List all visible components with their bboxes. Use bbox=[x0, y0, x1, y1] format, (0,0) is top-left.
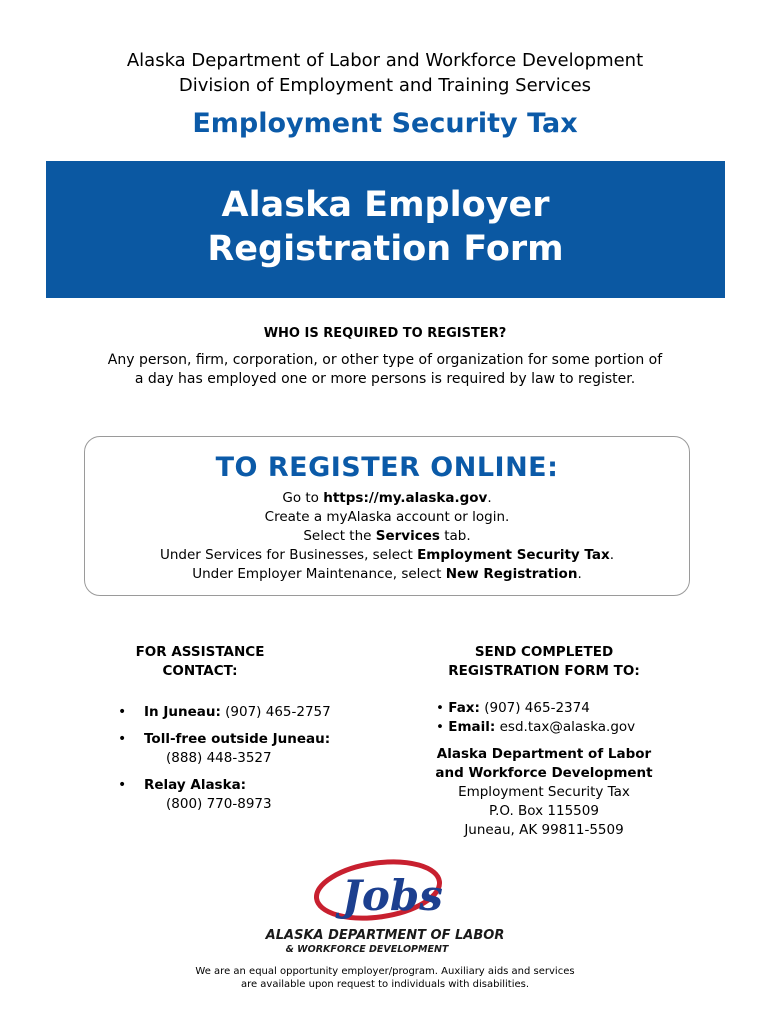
step-select-services: Select the Services tab. bbox=[303, 528, 471, 544]
contact-juneau: • In Juneau: (907) 465-2757 bbox=[100, 703, 360, 722]
register-online-steps bbox=[85, 489, 689, 584]
logo-wordmark: Jobs bbox=[342, 871, 443, 920]
assistance-contact bbox=[100, 643, 360, 822]
fax-line: • Fax: (907) 465-2374 bbox=[436, 700, 590, 716]
footer-line-2: are available upon request to individuals with disabilities. bbox=[240, 979, 530, 990]
mailing-address: Alaska Department of Labor and Workforce Development Employment Security Tax P.O. Box 115509 Juneau, AK 99811-5509 bbox=[435, 746, 653, 838]
title-banner bbox=[46, 161, 725, 298]
portal-url-link[interactable]: https://my.alaska.gov bbox=[323, 490, 488, 506]
assistance-list bbox=[100, 703, 360, 814]
who-required-text: Any person, firm, corporation, or other type of organization for some portion of a day has employed one or more persons is required by law to register. bbox=[107, 352, 663, 387]
agency-line-2: Division of Employment and Training Services bbox=[178, 75, 592, 96]
logo-text-line-1: ALASKA DEPARTMENT OF LABOR bbox=[265, 928, 505, 943]
register-online-box bbox=[84, 436, 690, 596]
step-create-account: Create a myAlaska account or login. bbox=[264, 509, 510, 525]
contact-relay: • Relay Alaska: (800) 770-8973 bbox=[100, 776, 360, 814]
agency-line-1: Alaska Department of Labor and Workforce Development bbox=[126, 50, 644, 71]
banner-title-line-1: Alaska Employer bbox=[221, 185, 550, 225]
send-methods bbox=[436, 699, 670, 737]
banner-title-line-2: Registration Form bbox=[207, 229, 564, 269]
step-go-to: Go to https://my.alaska.gov. bbox=[282, 490, 492, 506]
assistance-heading: FOR ASSISTANCE CONTACT: bbox=[135, 644, 265, 679]
step-new-registration: Under Employer Maintenance, select New Registration. bbox=[192, 566, 582, 582]
register-online-heading: TO REGISTER ONLINE: bbox=[215, 452, 559, 483]
email-link[interactable]: esd.tax@alaska.gov bbox=[495, 719, 636, 735]
who-required-section bbox=[0, 326, 770, 389]
program-title: Employment Security Tax bbox=[192, 108, 578, 139]
agency-header bbox=[0, 48, 770, 98]
who-required-heading: WHO IS REQUIRED TO REGISTER? bbox=[263, 326, 507, 341]
jobs-logo bbox=[260, 852, 510, 962]
step-select-est: Under Services for Businesses, select Employment Security Tax. bbox=[159, 547, 615, 563]
contact-toll-free: • Toll-free outside Juneau: (888) 448-3527 bbox=[100, 730, 360, 768]
footer-notice bbox=[0, 965, 770, 991]
logo-text-line-2: & WORKFORCE DEVELOPMENT bbox=[285, 944, 449, 955]
email-line: • Email: esd.tax@alaska.gov bbox=[436, 719, 636, 735]
send-to-heading: SEND COMPLETED REGISTRATION FORM TO: bbox=[448, 644, 640, 679]
footer-line-1: We are an equal opportunity employer/program. Auxiliary aids and services bbox=[195, 966, 575, 977]
send-completed-form bbox=[418, 643, 670, 840]
